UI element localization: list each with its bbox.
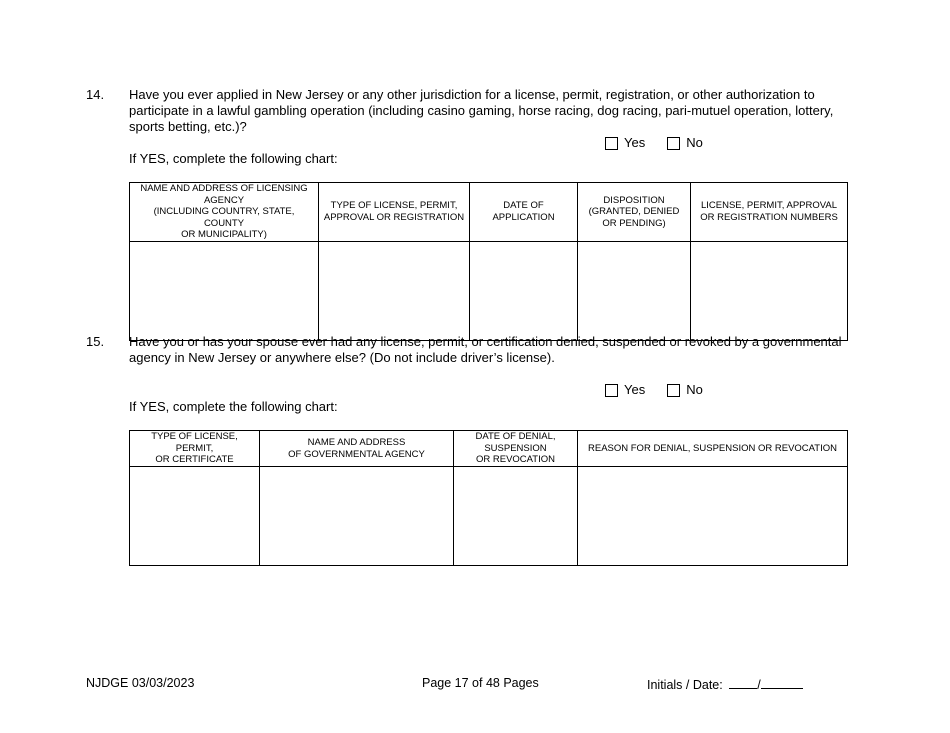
initials-blank[interactable] (729, 675, 757, 689)
date-blank[interactable] (761, 675, 803, 689)
question-14-number: 14. (86, 87, 105, 102)
question-15-yes-checkbox[interactable] (605, 384, 618, 397)
table-header-row (130, 431, 848, 467)
date-of-application-cell[interactable] (470, 241, 578, 340)
header-governmental-agency: NAME AND ADDRESS OF GOVERNMENTAL AGENCY (260, 431, 454, 467)
question-15-if-yes-instruction: If YES, complete the following chart: (129, 399, 338, 414)
date-of-denial-cell[interactable] (454, 467, 578, 566)
header-reason: REASON FOR DENIAL, SUSPENSION OR REVOCATION (578, 431, 848, 467)
license-type-cell[interactable] (130, 467, 260, 566)
question-14-text: Have you ever applied in New Jersey or any other jurisdiction for a license, permit, registration, or other authorization to participate in a lawful gambling operation (including casino gaming, horse racing, dog racing, pari-mutuel operation, lottery, sports betting, etc.)? (129, 87, 834, 134)
question-14-if-yes-instruction: If YES, complete the following chart: (129, 151, 338, 166)
initials-date-label: Initials / Date: (647, 678, 723, 692)
question-15-yes-label: Yes (624, 382, 646, 397)
header-date-of-application: DATE OF APPLICATION (470, 183, 578, 242)
table-row (130, 467, 848, 566)
disposition-cell[interactable] (578, 241, 691, 340)
question-15-yes-option (605, 382, 645, 398)
question-14-yes-no (605, 135, 703, 151)
header-disposition: DISPOSITION (GRANTED, DENIED OR PENDING) (578, 183, 691, 242)
question-14-yes-checkbox[interactable] (605, 137, 618, 150)
licensing-agency-cell[interactable] (130, 241, 319, 340)
licensing-agency-table (129, 182, 848, 341)
question-14-yes-option (605, 135, 645, 151)
form-id: NJDGE 03/03/2023 (86, 676, 195, 690)
reason-cell[interactable] (578, 467, 848, 566)
license-denial-table (129, 430, 848, 566)
header-license-type: TYPE OF LICENSE, PERMIT, APPROVAL OR REGISTRATION (319, 183, 470, 242)
header-date-of-denial: DATE OF DENIAL, SUSPENSION OR REVOCATION (454, 431, 578, 467)
question-14-yes-label: Yes (624, 135, 646, 150)
date-separator: / (757, 678, 761, 692)
question-15-no-option (667, 382, 703, 398)
question-15-number: 15. (86, 334, 105, 349)
question-14-no-checkbox[interactable] (667, 137, 680, 150)
question-14-no-option (667, 135, 703, 151)
question-15-yes-no (605, 382, 703, 398)
question-15-text: Have you or has your spouse ever had any license, permit, or certification denied, suspended or revoked by a governmental agency in New Jersey or anywhere else? (Do not include driver’s license). (129, 334, 842, 365)
license-numbers-cell[interactable] (691, 241, 848, 340)
question-15-no-checkbox[interactable] (667, 384, 680, 397)
license-type-cell[interactable] (319, 241, 470, 340)
question-14-no-label: No (686, 135, 703, 150)
header-license-numbers: LICENSE, PERMIT, APPROVAL OR REGISTRATION NUMBERS (691, 183, 848, 242)
header-license-type: TYPE OF LICENSE, PERMIT, OR CERTIFICATE (130, 431, 260, 467)
question-15-no-label: No (686, 382, 703, 397)
table-row (130, 241, 848, 340)
table-header-row (130, 183, 848, 242)
governmental-agency-cell[interactable] (260, 467, 454, 566)
header-licensing-agency: NAME AND ADDRESS OF LICENSING AGENCY (INCLUDING COUNTRY, STATE, COUNTY OR MUNICIPALITY) (130, 183, 319, 242)
initials-date-field (647, 675, 803, 693)
page-number: Page 17 of 48 Pages (422, 676, 539, 690)
